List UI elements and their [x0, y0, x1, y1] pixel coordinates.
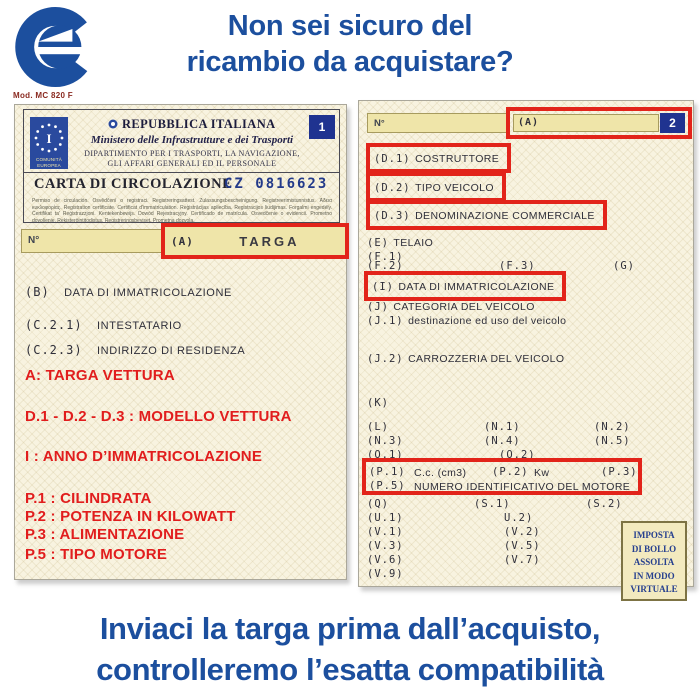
footer-message	[0, 608, 700, 690]
republic-title	[72, 117, 312, 132]
row-v1-code: (V.1)	[367, 526, 404, 538]
doc2-row-d1-highlight	[366, 143, 511, 173]
doc1-field-a-highlight	[161, 223, 349, 259]
row-d2-code: (D.2)	[374, 182, 411, 194]
department-line-1: DIPARTIMENTO PER I TRASPORTI, LA NAVIGAZIONE,	[84, 149, 300, 158]
row-j1-code: (J.1)	[367, 315, 404, 327]
tax-stamp-box	[621, 521, 687, 601]
row-f3-code: (F.3)	[499, 260, 536, 272]
row-p5-code: (P.5)	[369, 480, 406, 492]
doc1-panel	[14, 104, 347, 580]
page-title	[0, 8, 700, 80]
row-e-label: TELAIO	[393, 237, 434, 249]
stamp-line-2: DI BOLLO	[631, 543, 677, 554]
note-anno: I : ANNO D’IMMATRICOLAZIONE	[25, 448, 263, 465]
row-n3-code: (N.3)	[367, 435, 404, 447]
doc2-field-a-code: (A)	[518, 117, 540, 128]
row-j-label: CATEGORIA DEL VEICOLO	[393, 301, 535, 313]
note-alimentazione: P.3 : ALIMENTAZIONE	[25, 526, 185, 543]
doc2-row-p-highlight	[362, 458, 642, 495]
footer-line-1: Inviaci la targa prima dall’acquisto,	[99, 611, 601, 646]
ministry-title: Ministero delle Infrastrutture e dei Trasporti	[90, 134, 294, 146]
multilingual-fineprint: Permiso de circulación. Osvědčení o registraci. Registreringsattest. Zulassungsbescheinigung. Registreerimistunnistus. Άδεια κυκλοφορίας. Registration certificate. Certificat d'immatriculation. Reģistrācijas apliecība. Registracijos liudijimas. Forgalmi engedély. Ċertifikat ta' Reġistrazzjoni. Kentekenbewijs. Dowód Rejestracyjny. Certificado de matrícula. Osvedčenie o evidencii. Prometno dovoljenje. Rekisteröintitodistus. Registreringsbeviset. Prometna dozvola.	[32, 198, 332, 224]
row-u2-code: U.2)	[504, 512, 534, 524]
row-n4-code: (N.4)	[484, 435, 521, 447]
row-c21-code: (C.2.1)	[25, 318, 83, 332]
row-u1-code: (U.1)	[367, 512, 404, 524]
row-j-code: (J)	[367, 301, 389, 313]
doc1-mod-label: Mod. MC 820 F	[13, 91, 73, 100]
row-n5-code: (N.5)	[594, 435, 631, 447]
row-g-code: (G)	[613, 260, 635, 272]
card-title: CARTA DI CIRCOLAZIONE	[34, 176, 233, 192]
row-p2-code: (P.2)	[492, 466, 529, 478]
row-p5-label: NUMERO IDENTIFICATIVO DEL MOTORE	[414, 481, 631, 493]
row-d3-label: DENOMINAZIONE COMMERCIALE	[415, 210, 595, 222]
doc1-field-n: N°	[21, 229, 163, 253]
row-b-label: DATA DI IMMATRICOLAZIONE	[64, 287, 232, 299]
note-tipo-motore: P.5 : TIPO MOTORE	[25, 546, 168, 563]
doc1-field-a-label: TARGA	[239, 233, 300, 249]
stamp-line-5: VIRTUALE	[630, 584, 678, 594]
row-j2-label: CARROZZERIA DEL VEICOLO	[408, 353, 565, 365]
doc2-field-a-highlight	[506, 107, 692, 139]
note-cilindrata: P.1 : CILINDRATA	[25, 490, 152, 507]
doc2-row-f1	[367, 247, 700, 263]
row-p1-code: (P.1)	[369, 466, 406, 478]
title-line-1: Non sei sicuro del	[227, 10, 473, 42]
row-c21-label: INTESTATARIO	[97, 320, 182, 332]
doc1-row-c21	[25, 316, 182, 334]
row-c23-code: (C.2.3)	[25, 343, 83, 357]
doc1-header-box	[23, 109, 340, 223]
row-d1-code: (D.1)	[374, 153, 411, 165]
row-e-code: (E)	[367, 237, 389, 249]
department-line-2: GLI AFFARI GENERALI ED IL PERSONALE	[107, 159, 277, 168]
footer-line-2: controlleremo l’esatta compatibilità	[96, 652, 604, 687]
doc1-page-badge: 1	[309, 115, 335, 139]
doc2-row-e	[367, 233, 700, 249]
row-l-code: (L)	[367, 421, 389, 433]
doc2-row-j	[367, 297, 700, 313]
header-divider	[24, 172, 339, 173]
doc2-row-q-s1-s2	[367, 498, 700, 511]
row-i-label: DATA DI IMMATRICOLAZIONE	[398, 281, 555, 293]
eu-flag-icon	[30, 117, 68, 169]
doc1-row-c23	[25, 341, 245, 359]
row-v6-code: (V.6)	[367, 554, 404, 566]
row-k-code: (K)	[367, 397, 389, 409]
note-targa: A: TARGA VETTURA	[25, 367, 175, 384]
row-c23-label: INDIRIZZO DI RESIDENZA	[97, 345, 246, 357]
row-i-code: (I)	[372, 281, 394, 293]
row-d1-label: COSTRUTTORE	[415, 153, 500, 165]
doc2-row-j2	[367, 349, 700, 365]
row-q-code: (Q)	[367, 498, 389, 510]
row-v5-code: (V.5)	[504, 540, 541, 552]
row-b-code: (B)	[25, 285, 50, 299]
row-p3-code: (P.3)	[601, 466, 638, 478]
doc2-row-d2-highlight	[366, 172, 506, 202]
row-p1-label: C.c. (cm3)	[414, 467, 467, 479]
doc2-panel	[358, 100, 694, 594]
stamp-line-1: IMPOSTA	[633, 530, 675, 540]
title-line-2: ricambio da acquistare?	[186, 46, 514, 78]
republic-title-text: REPUBBLICA ITALIANA	[121, 117, 276, 131]
row-d3-code: (D.3)	[374, 210, 411, 222]
row-s1-code: (S.1)	[474, 498, 511, 510]
svg-text:I: I	[46, 131, 52, 146]
doc2-row-j1	[367, 311, 700, 327]
row-f1-code: (F.1)	[367, 251, 404, 263]
note-modello: D.1 - D.2 - D.3 : MODELLO VETTURA	[25, 408, 292, 425]
doc2-row-d3-highlight	[366, 200, 607, 230]
eu-flag-caption-2: EUROPEA	[37, 163, 61, 168]
row-n1-code: (N.1)	[484, 421, 521, 433]
card-serial-number: CZ 0816623	[224, 176, 329, 192]
row-f2-code: (F.2)	[367, 260, 404, 272]
row-s2-code: (S.2)	[586, 498, 623, 510]
row-v2-code: (V.2)	[504, 526, 541, 538]
row-n2-code: (N.2)	[594, 421, 631, 433]
doc2-page-badge: 2	[660, 113, 685, 133]
doc2-row-n3-n4-n5	[367, 435, 700, 448]
row-v7-code: (V.7)	[504, 554, 541, 566]
row-o2-code: (O.2)	[499, 449, 536, 461]
doc1-field-a-code: (A)	[171, 234, 194, 248]
row-j2-code: (J.2)	[367, 353, 404, 365]
row-o1-code: (O.1)	[367, 449, 404, 461]
doc2-row-k	[367, 393, 700, 409]
italy-emblem-icon	[108, 119, 118, 129]
doc1-row-b	[25, 283, 232, 301]
row-p2-label: Kw	[534, 467, 550, 479]
row-d2-label: TIPO VEICOLO	[415, 182, 494, 194]
stamp-line-3: ASSOLTA	[633, 557, 675, 567]
note-potenza: P.2 : POTENZA IN KILOWATT	[25, 508, 236, 525]
row-v9-code: (V.9)	[367, 568, 404, 580]
eu-flag-caption-1: COMUNITÀ	[35, 157, 63, 162]
stamp-line-4: IN MODO	[633, 570, 675, 581]
doc2-field-n: N°	[367, 113, 507, 133]
row-j1-label: destinazione ed uso del veicolo	[408, 315, 567, 327]
doc2-row-l-n1-n2	[367, 421, 700, 434]
row-v3-code: (V.3)	[367, 540, 404, 552]
